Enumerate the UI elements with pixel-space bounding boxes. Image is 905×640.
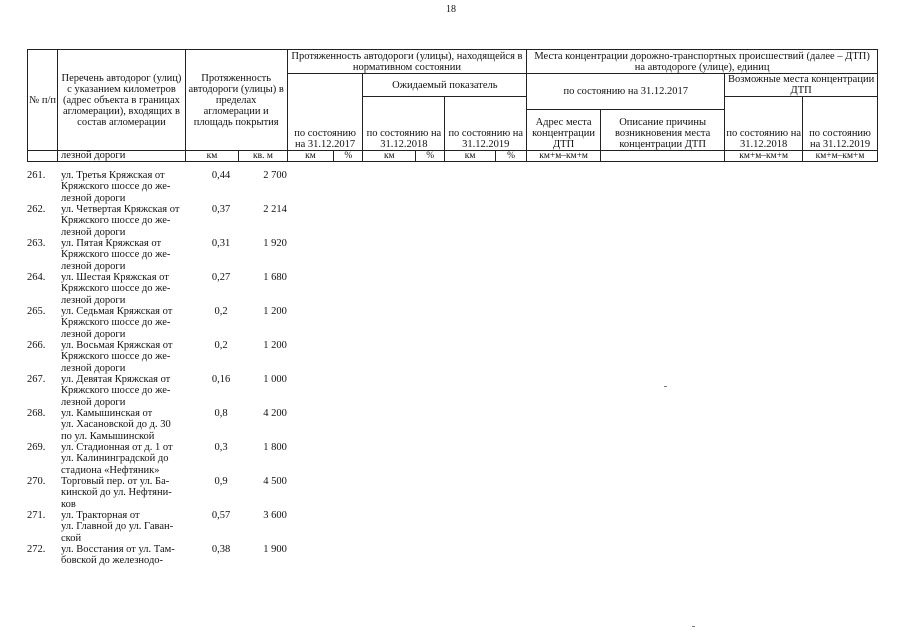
header-expected: Ожидаемый показатель [363, 74, 527, 97]
road-name-line: ул. Калининградской до [61, 453, 169, 465]
area-sqm: 2 214 [263, 204, 287, 215]
row-number: 270. [27, 476, 46, 487]
road-name-line: Кряжского шоссе до же- [61, 181, 171, 193]
road-name [61, 170, 191, 204]
row-number: 264. [27, 272, 46, 283]
scan-speck [692, 626, 695, 627]
row-number: 271. [27, 510, 46, 521]
road-name [61, 374, 191, 408]
area-sqm: 1 000 [263, 374, 287, 385]
road-name-line: ул. Стадионная от д. 1 от [61, 442, 173, 453]
road-name-line: кинской до ул. Нефтяни- [61, 487, 172, 499]
area-sqm: 4 200 [263, 408, 287, 419]
road-name-line: Кряжского шоссе до же- [61, 385, 171, 397]
length-km: 0,2 [214, 340, 228, 351]
road-name-line: Торговый пер. от ул. Ба- [61, 476, 170, 487]
road-name-line: ул. Шестая Кряжская от [61, 272, 169, 283]
length-km: 0,37 [211, 204, 231, 215]
row-number: 269. [27, 442, 46, 453]
row-number: 267. [27, 374, 46, 385]
road-name-line: ков [61, 498, 76, 510]
row-number: 266. [27, 340, 46, 351]
road-name-line: ской [61, 532, 82, 544]
road-name-line: ул. Седьмая Кряжская от [61, 306, 173, 317]
road-name-line: ул. Третья Кряжская от [61, 170, 165, 181]
road-name [61, 442, 191, 476]
length-km: 0,44 [211, 170, 231, 181]
unit-address-range: км+м–км+м [527, 151, 601, 162]
road-name [61, 340, 191, 374]
row-number: 263. [27, 238, 46, 249]
road-name-line: ул. Главной до ул. Гаван- [61, 521, 174, 533]
unit-km: км [185, 151, 239, 162]
road-name [61, 476, 191, 510]
road-name-line: ул. Пятая Кряжская от [61, 238, 162, 249]
road-name-line: бовской до железнодо- [61, 555, 164, 567]
unit-km-2018: км [363, 151, 416, 162]
length-km: 0,2 [214, 306, 228, 317]
header-address: Адрес места концентрации ДТП [527, 110, 601, 151]
area-sqm: 1 920 [263, 238, 287, 249]
road-name [61, 544, 191, 567]
unit-km-2017: км [287, 151, 333, 162]
header-description: Описание причины возникновения места концентрации ДТП [600, 110, 724, 151]
area-sqm: 1 680 [263, 272, 287, 283]
header-no: № п/п [28, 50, 58, 151]
continued-text: лезной дороги [61, 150, 126, 161]
road-name-line: ул. Девятая Кряжская от [61, 374, 171, 385]
header-possible: Возможные места концентрации ДТП [725, 74, 878, 97]
road-name-line: Кряжского шоссе до же- [61, 283, 171, 295]
road-name-line: лезной дороги [61, 260, 126, 272]
road-name-line: стадиона «Нефтяник» [61, 464, 160, 476]
row-number: 261. [27, 170, 46, 181]
header-poss-2018: по состоянию на 31.12.2018 [725, 97, 803, 151]
road-name-line: лезной дороги [61, 226, 126, 238]
unit-sqm: кв. м [239, 151, 288, 162]
unit-poss-2018-range: км+м–км+м [725, 151, 803, 162]
area-sqm: 1 200 [263, 306, 287, 317]
road-name-line: лезной дороги [61, 328, 126, 340]
length-km: 0,31 [211, 238, 231, 249]
road-name-line: Кряжского шоссе до же- [61, 215, 171, 227]
area-sqm: 2 700 [263, 170, 287, 181]
unit-km-2019: км [445, 151, 496, 162]
row-number: 268. [27, 408, 46, 419]
unit-pct-2018: % [416, 151, 445, 162]
length-km: 0,16 [211, 374, 231, 385]
area-sqm: 3 600 [263, 510, 287, 521]
road-name-line: Кряжского шоссе до же- [61, 317, 171, 329]
row-number: 272. [27, 544, 46, 555]
road-name-line: лезной дороги [61, 362, 126, 374]
length-km: 0,57 [211, 510, 231, 521]
road-name-line: Кряжского шоссе до же- [61, 351, 171, 363]
scan-speck [664, 386, 667, 387]
header-road-list: Перечень автодорог (улиц) с указанием километров (адрес объекта в границах агломерации), входящих в состав агломерации [58, 50, 185, 151]
header-normative-group: Протяженность автодороги (улицы), находящейся в нормативном состоянии [287, 50, 527, 74]
road-name [61, 272, 191, 306]
length-km: 0,3 [214, 442, 228, 453]
length-km: 0,9 [214, 476, 228, 487]
row-number: 265. [27, 306, 46, 317]
area-sqm: 1 200 [263, 340, 287, 351]
header-as-of-2018: по состоянию на 31.12.2018 [363, 97, 445, 151]
road-name [61, 238, 191, 272]
road-name-line: Кряжского шоссе до же- [61, 249, 171, 261]
road-name-line: лезной дороги [61, 396, 126, 408]
area-sqm: 1 900 [263, 544, 287, 555]
road-name [61, 204, 191, 238]
row-number: 262. [27, 204, 46, 215]
road-name-line: ул. Хасановской до д. 30 [61, 419, 171, 431]
road-name-line: ул. Четвертая Кряжская от [61, 204, 180, 215]
unit-poss-2019-range: км+м–км+м [803, 151, 878, 162]
unit-pct-2019: % [495, 151, 526, 162]
header-dtp-group: Места концентрации дорожно-транспортных происшествий (далее – ДТП) на автодороге (улице), единиц [527, 50, 878, 74]
area-sqm: 1 800 [263, 442, 287, 453]
length-km: 0,38 [211, 544, 231, 555]
header-dtp-as-of-2017: по состоянию на 31.12.2017 [527, 74, 725, 110]
area-sqm: 4 500 [263, 476, 287, 487]
road-name [61, 510, 191, 544]
header-length: Протяженность автодороги (улицы) в пределах агломерации и площадь покрытия [185, 50, 287, 151]
road-name-line: по ул. Камышинской [61, 430, 155, 442]
page-number: 18 [446, 4, 456, 15]
unit-pct-2017: % [334, 151, 363, 162]
road-name-line: ул. Восьмая Кряжская от [61, 340, 173, 351]
length-km: 0,27 [211, 272, 231, 283]
road-name-line: ул. Камышинская от [61, 408, 153, 419]
road-name [61, 408, 191, 442]
header-poss-2019: по состоянию на 31.12.2019 [803, 97, 878, 151]
length-km: 0,8 [214, 408, 228, 419]
road-name [61, 306, 191, 340]
road-name-line: лезной дороги [61, 294, 126, 306]
table-header [27, 49, 878, 162]
road-name-line: ул. Тракторная от [61, 510, 140, 521]
road-name-line: ул. Восстания от ул. Там- [61, 544, 175, 555]
header-as-of-2017: по состоянию на 31.12.2017 [287, 74, 363, 151]
header-as-of-2019: по состоянию на 31.12.2019 [445, 97, 527, 151]
road-name-line: лезной дороги [61, 192, 126, 204]
